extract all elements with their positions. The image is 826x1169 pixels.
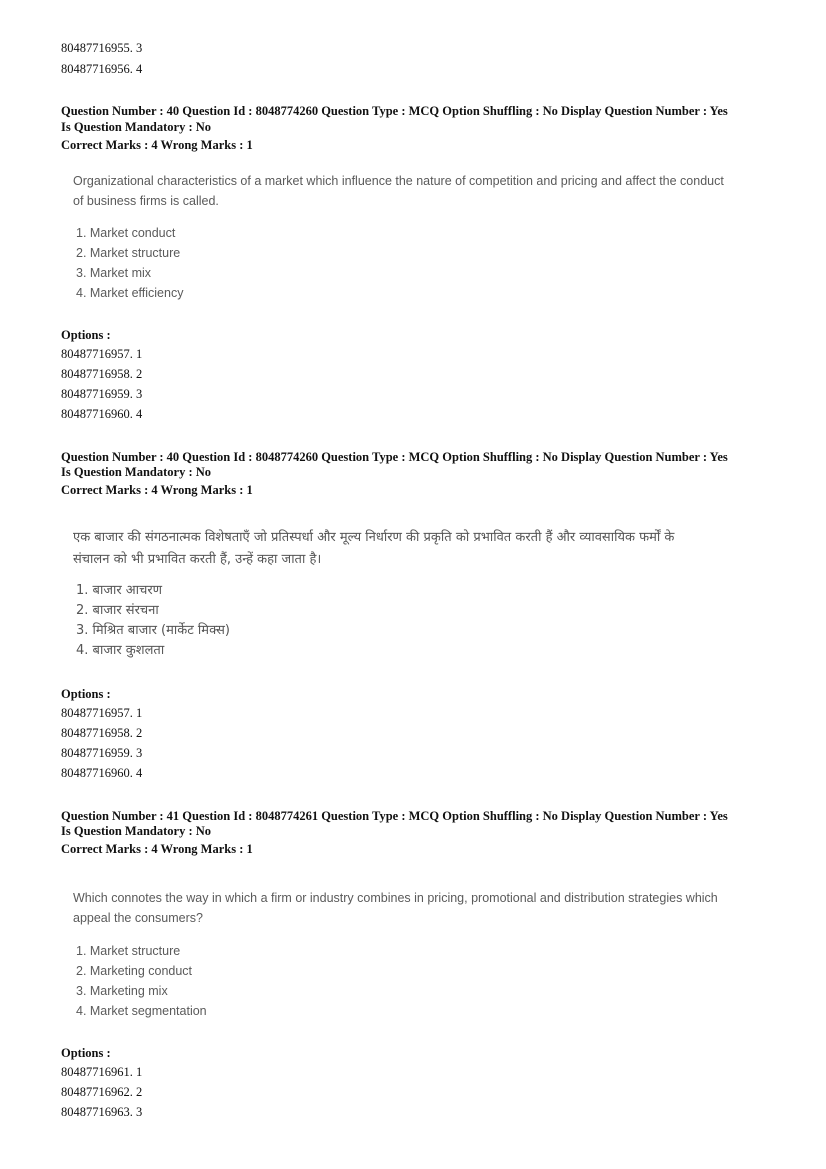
options-label: Options : [61,328,111,342]
option-id-line: 80487716955. 3 [61,41,143,55]
answer-choice: 4. बाजार कुशलता [76,643,165,658]
question-text [73,527,783,571]
question-text-line: Organizational characteristics of a market which influence the nature of competition and pricing and affect the conduct [73,174,724,188]
question-text-line: Which connotes the way in which a firm or industry combines in pricing, promotional and distribution strategies which [73,891,718,905]
question-text-line: appeal the consumers? [73,911,203,925]
question-header: Question Number : 40 Question Id : 8048774260 Question Type : MCQ Option Shuffling : No Display Question Number : Yes [61,450,728,464]
answer-choice: 4. Market efficiency [76,286,184,300]
option-id-line: 80487716960. 4 [61,407,143,421]
question-text-line: एक बाजार की संगठनात्मक विशेषताएँ जो प्रतिस्पर्धा और मूल्य निर्धारण की प्रकृति को प्रभावित करती हैं और व्यावसायिक फर्मों के [73,530,675,545]
answer-choice: 2. Market structure [76,246,181,260]
options-label: Options : [61,1046,111,1060]
option-id-line: 80487716959. 3 [61,746,143,760]
question-mandatory: Is Question Mandatory : No [61,120,212,134]
question-marks: Correct Marks : 4 Wrong Marks : 1 [61,842,253,856]
answer-choice: 1. Market conduct [76,226,176,240]
option-id-line: 80487716961. 1 [61,1065,143,1079]
answer-choice: 3. मिश्रित बाजार (मार्केट मिक्स) [76,623,230,638]
option-id-line: 80487716958. 2 [61,726,143,740]
answer-choice: 1. बाजार आचरण [76,583,163,598]
answer-choice: 4. Market segmentation [76,1004,207,1018]
question-marks: Correct Marks : 4 Wrong Marks : 1 [61,138,253,152]
question-mandatory: Is Question Mandatory : No [61,465,212,479]
question-text [73,888,783,928]
option-id-line: 80487716960. 4 [61,766,143,780]
question-header: Question Number : 40 Question Id : 8048774260 Question Type : MCQ Option Shuffling : No Display Question Number : Yes [61,104,728,118]
option-id-line: 80487716959. 3 [61,387,143,401]
option-id-line: 80487716962. 2 [61,1085,143,1099]
answer-choice: 2. Marketing conduct [76,964,193,978]
answer-choice: 1. Market structure [76,944,181,958]
answer-choice: 3. Marketing mix [76,984,168,998]
question-marks: Correct Marks : 4 Wrong Marks : 1 [61,483,253,497]
option-id-line: 80487716957. 1 [61,347,143,361]
option-id-line: 80487716958. 2 [61,367,143,381]
option-id-line: 80487716957. 1 [61,706,143,720]
question-text-line: संचालन को भी प्रभावित करती हैं, उन्हें कहा जाता है। [73,552,322,567]
question-text [73,171,783,211]
question-mandatory: Is Question Mandatory : No [61,824,212,838]
answer-choice: 2. बाजार संरचना [76,603,159,618]
option-id-line: 80487716956. 4 [61,62,143,76]
answer-choice: 3. Market mix [76,266,152,280]
question-text-line: of business firms is called. [73,194,219,208]
options-label: Options : [61,687,111,701]
question-header: Question Number : 41 Question Id : 8048774261 Question Type : MCQ Option Shuffling : No Display Question Number : Yes [61,809,728,823]
option-id-line: 80487716963. 3 [61,1105,143,1119]
